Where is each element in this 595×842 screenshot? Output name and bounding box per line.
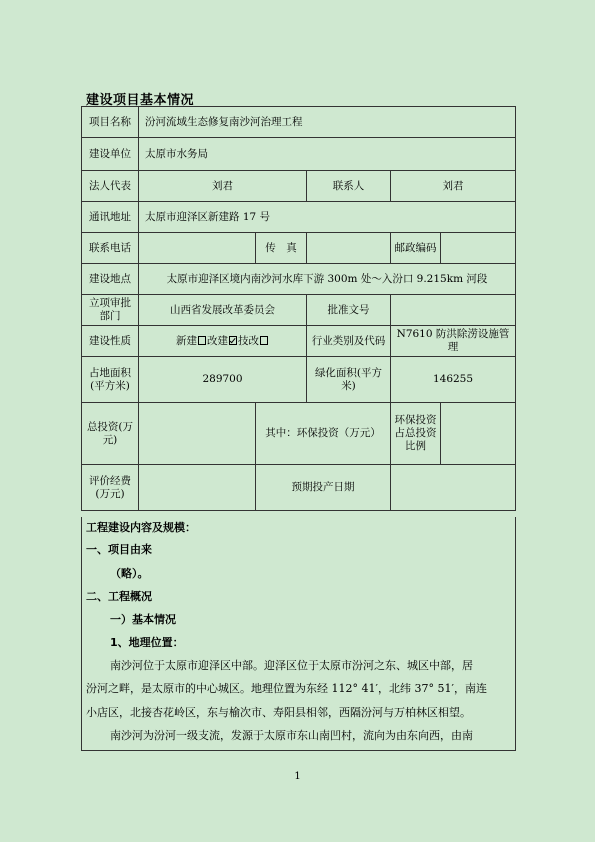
project-name-label: 项目名称 (82, 107, 139, 138)
project-name-value: 汾河流域生态修复南沙河治理工程 (139, 107, 516, 138)
approval-dept-label: 立项审批部门 (82, 295, 139, 326)
contact-label: 联系人 (307, 171, 391, 202)
phone-value (139, 233, 256, 264)
fax-label: 传 真 (256, 233, 307, 264)
nature-tech-checkbox[interactable] (260, 336, 268, 345)
content-section (81, 517, 516, 751)
address-value: 太原市迎泽区新建路 17 号 (139, 202, 516, 233)
subsection-1-heading: 一）基本情况 (110, 613, 176, 626)
phone-label: 联系电话 (82, 233, 139, 264)
paragraph-1-line-3: 小店区，北接杏花岭区，东与榆次市、寿阳县相邻，西隔汾河与万柏林区相望。 (86, 706, 471, 719)
industry-value: N7610 防洪除涝设施管理 (391, 326, 516, 357)
builder-label: 建设单位 (82, 138, 139, 171)
prod-date-label: 预期投产日期 (256, 465, 391, 511)
legal-rep-value: 刘君 (139, 171, 307, 202)
section-1-heading: 一、项目由来 (86, 543, 152, 556)
nature-label: 建设性质 (82, 326, 139, 357)
eval-fee-value (139, 465, 256, 511)
green-area-value: 146255 (391, 357, 516, 403)
approval-no-value (391, 295, 516, 326)
contact-value: 刘君 (391, 171, 516, 202)
nature-rebuild-checkbox[interactable] (229, 336, 237, 345)
project-info-table (81, 106, 516, 511)
env-ratio-value (441, 403, 516, 465)
approval-no-label: 批准文号 (307, 295, 391, 326)
paragraph-1-line-1: 南沙河位于太原市迎泽区中部。迎泽区位于太原市汾河之东、城区中部，居 (110, 659, 473, 672)
area-label: 占地面积(平方米) (82, 357, 139, 403)
location-value: 太原市迎泽区境内南沙河水库下游 300m 处～入汾口 9.215km 河段 (139, 264, 516, 295)
nature-new-checkbox[interactable] (198, 336, 206, 345)
green-area-label: 绿化面积(平方米) (307, 357, 391, 403)
env-invest-label: 其中：环保投资（万元） (256, 403, 391, 465)
legal-rep-label: 法人代表 (82, 171, 139, 202)
section-2-heading: 二、工程概况 (86, 590, 152, 603)
industry-label: 行业类别及代码 (307, 326, 391, 357)
fax-value (307, 233, 391, 264)
nature-tech-option: 技改 (238, 334, 259, 347)
nature-rebuild-option: 改建 (207, 334, 228, 347)
investment-value (139, 403, 256, 465)
paragraph-2-line-1: 南沙河为汾河一级支流，发源于太原市东山南凹村，流向为由东向西，由南 (110, 729, 473, 742)
builder-value: 太原市水务局 (139, 138, 516, 171)
content-heading: 工程建设内容及规模： (86, 521, 196, 534)
address-label: 通讯地址 (82, 202, 139, 233)
prod-date-value (391, 465, 516, 511)
eval-fee-label: 评价经费(万元) (82, 465, 139, 511)
paragraph-1-line-2: 汾河之畔，是太原市的中心城区。地理位置为东经 112° 41′，北纬 37° 51′，南连 (86, 682, 487, 695)
postcode-value (441, 233, 516, 264)
page-title: 建设项目基本情况 (86, 93, 195, 108)
subsection-1-1-heading: 1、地理位置： (110, 636, 184, 649)
section-1-body: （略）。 (110, 567, 149, 580)
investment-label: 总投资(万元) (82, 403, 139, 465)
nature-options (139, 326, 307, 357)
env-ratio-label: 环保投资占总投资比例 (391, 403, 441, 465)
nature-new-option: 新建 (176, 334, 197, 347)
area-value: 289700 (139, 357, 307, 403)
postcode-label: 邮政编码 (391, 233, 441, 264)
approval-dept-value: 山西省发展改革委员会 (139, 295, 307, 326)
page-number: 1 (294, 771, 301, 782)
location-label: 建设地点 (82, 264, 139, 295)
